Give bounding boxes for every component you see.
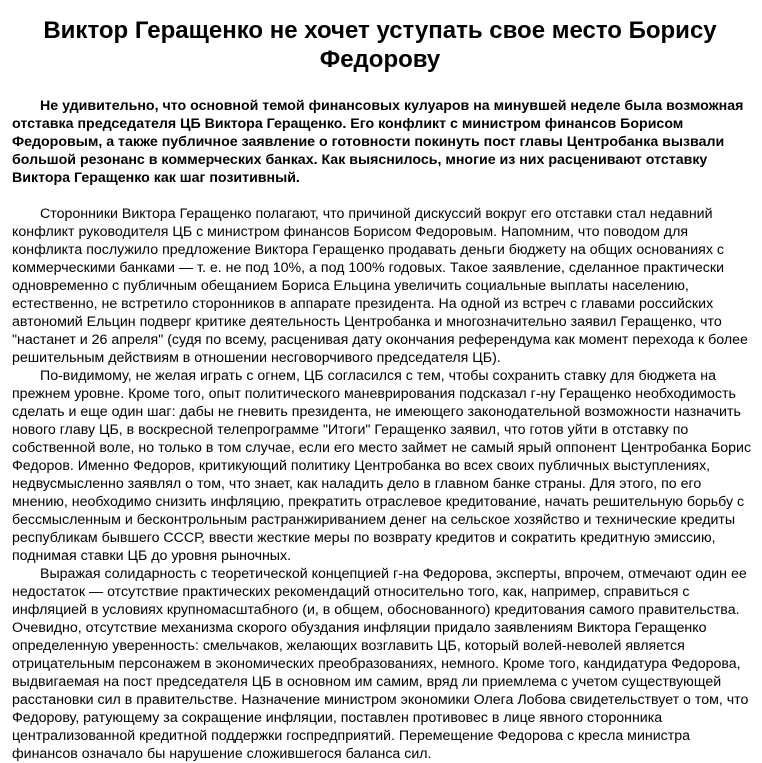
article-body — [12, 205, 758, 763]
article-lead: Не удивительно, что основной темой финансовых кулуаров на минувшей неделе была возможная отставка председателя ЦБ Виктора Геращенко. Его конфликт с министром финансов Борисом Федоровым, а также публичное заявление о готовности покинуть пост главы Центробанка вызвали большой резонанс в коммерческих банках. Как выяснилось, многие из них расценивают отставку Виктора Геращенко как шаг позитивный. — [12, 98, 744, 186]
article-paragraph: Выражая солидарность с теоретической концепцией г-на Федорова, эксперты, впрочем, отмечают один ее недостаток — отсутствие практических рекомендаций относительно того, как, например, справиться с инфляцией в условиях крупномасштабного (и, в общем, обоснованного) кредитования самого правительства. Очевидно, отсутствие механизма скорого обуздания инфляции придало заявлениям Виктора Геращенко определенную уверенность: смельчаков, желающих возглавить ЦБ, который волей-неволей является отрицательным персонажем в экономических преобразованиях, немного. Кроме того, кандидатура Федорова, выдвигаемая на пост председателя ЦБ в основном им самим, вряд ли приемлема с учетом существующей расстановки сил в правительстве. Назначение министром экономики Олега Лобова свидетельствует о том, что Федорову, ратующему за сокращение инфляции, поставлен противовес в лице явного сторонника централизованной кредитной поддержки госпредприятий. Перемещение Федорова с кресла министра финансов означало бы нарушение сложившегося баланса сил. — [12, 566, 749, 762]
article-paragraph: Сторонники Виктора Геращенко полагают, что причиной дискуссий вокруг его отставки стал недавний конфликт руководителя ЦБ с министром финансов Борисом Федоровым. Напомним, что поводом для конфликта послужило предложение Виктора Геращенко продавать деньги бюджету на общих основаниях с коммерческими банками — т. е. не под 10%, а под 100% годовых. Такое заявление, сделанное практически одновременно с публичным обещанием Бориса Ельцина увеличить социальные выплаты населению, естественно, не встретило сторонников в аппарате президента. На одной из встреч с главами российских автономий Ельцин подверг критике деятельность Центробанка и многозначительно заявил Геращенко, что "настанет и 26 апреля" (судя по всему, расценивая дату окончания референдума как момент перехода к более решительным действиям в отношении несговорчивого председателя ЦБ). — [12, 206, 748, 366]
article-paragraph: По-видимому, не желая играть с огнем, ЦБ согласился с тем, чтобы сохранить ставку для бюджета на прежнем уровне. Кроме того, опыт политического маневрирования подсказал г-ну Геращенко необходимость сделать и еще один шаг: дабы не гневить президента, не имеющего законодательной возможности назначить нового главу ЦБ, в воскресной телепрограмме "Итоги" Геращенко заявил, что готов уйти в отставку по собственной воле, но только в том случае, если его место займет не самый ярый оппонент Центробанка Борис Федоров. Именно Федоров, критикующий политику Центробанка во всех своих публичных выступлениях, недвусмысленно заявлял о том, что знает, как наладить дело в главном банке страны. Для этого, по его мнению, необходимо снизить инфляцию, прекратить отраслевое кредитование, начать решительную борьбу с бессмысленным и бесконтрольным растранжириванием денег на сельское хозяйство и технические кредиты республикам бывшего СССР, ввести жесткие меры по возврату кредитов и сократить кредитную эмиссию, поднимая ставки ЦБ до уровня рыночных. — [12, 368, 752, 564]
article — [12, 0, 758, 763]
article-title: Виктор Геращенко не хочет уступать свое место Борису Федорову — [43, 17, 717, 73]
